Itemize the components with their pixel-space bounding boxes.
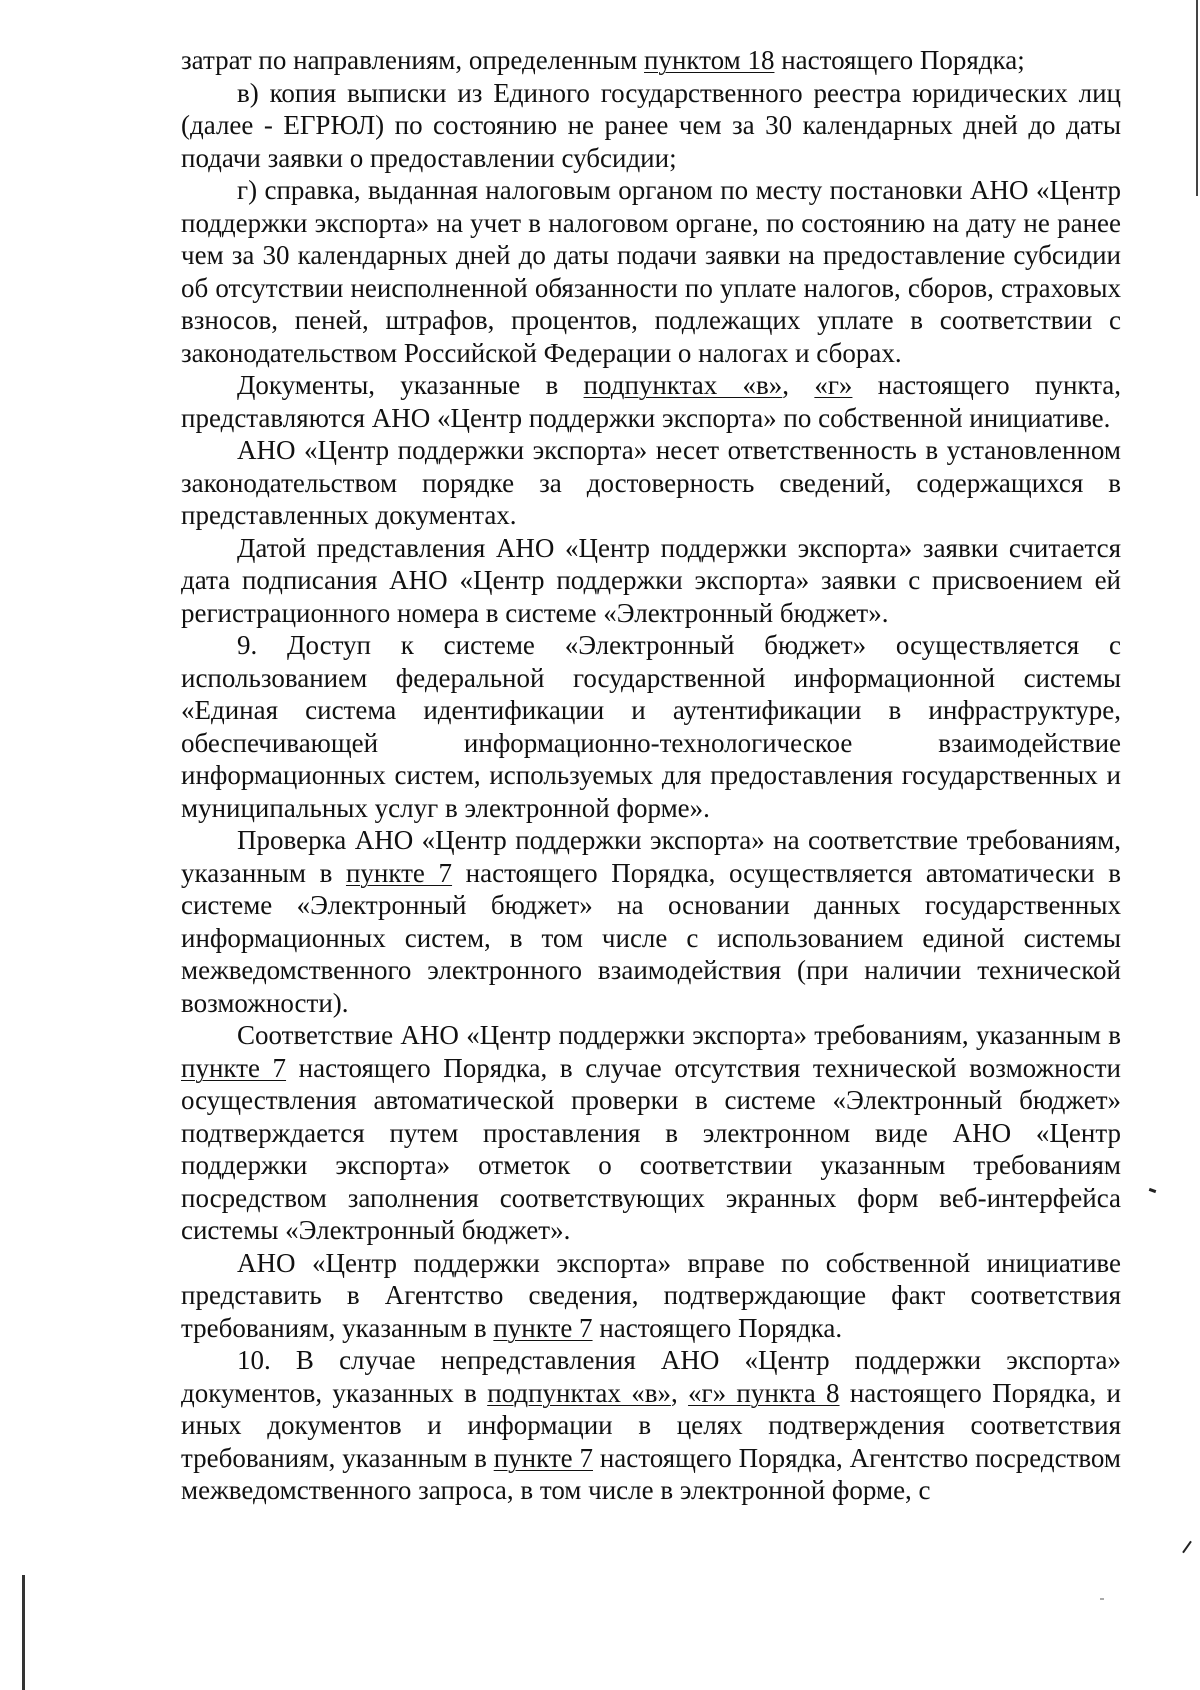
scan-speck xyxy=(1182,1541,1192,1554)
paragraph-text: настоящего Порядка, осуществляется автоматически в системе «Электронный бюджет» на основании данных государственных информационных систем, в том числе с использованием единой системы межведомственного электронного взаимодействия (при наличии технической возможности). xyxy=(181,857,1121,1018)
paragraph-text: Проверка АНО «Центр поддержки экспорта» на соответствие требованиям, указанным в xyxy=(181,825,1121,888)
paragraph-text: АНО «Центр поддержки экспорта» вправе по собственной инициативе представить в Агентство сведения, подтверждающие факт соответствия требованиям, указанным в xyxy=(181,1247,1121,1343)
paragraph xyxy=(181,532,1121,630)
paragraph xyxy=(181,434,1121,532)
paragraph-text: Датой представления АНО «Центр поддержки экспорта» заявки считается дата подписания АНО «Центр поддержки экспорта» заявки с присвоением ей регистрационного номера в системе «Электронный бюджет». xyxy=(181,532,1121,628)
paragraph-text: г) справка, выданная налоговым органом по месту постановки АНО «Центр поддержки экспорта» на учет в налоговом органе, по состоянию на дату не ранее чем за 30 календарных дней до даты подачи заявки на предоставление субсидии об отсутствии неисполненной обязанности по уплате налогов, сборов, страховых взносов, пеней, штрафов, процентов, подлежащих уплате в соответствии с законодательством Российской Федерации о налогах и сборах. xyxy=(181,175,1121,368)
paragraph-text: настоящего Порядка, Агентство посредством межведомственного запроса, в том числе в электронной форме, с xyxy=(181,1442,1121,1505)
paragraph xyxy=(181,77,1121,175)
scan-edge-right xyxy=(1196,0,1198,196)
paragraph-text: 9. Доступ к системе «Электронный бюджет» осуществляется с использованием федеральной государственной информационной системы «Единая система идентификации и аутентификации в инфраструктуре, обеспечивающей информационно-технологическое взаимодействие информационных систем, используемых для предоставления государственных и муниципальных услуг в электронной форме». xyxy=(181,630,1121,823)
paragraph xyxy=(181,174,1121,369)
cross-reference-link[interactable]: пункте 7 xyxy=(493,1312,593,1343)
paragraph xyxy=(181,1019,1121,1247)
paragraph-text: Документы, указанные в xyxy=(237,370,584,400)
scan-speck xyxy=(1100,1598,1104,1600)
document-body xyxy=(181,44,1121,1507)
scan-edge-left xyxy=(22,1575,25,1690)
cross-reference-link[interactable]: подпунктах «в» xyxy=(487,1377,671,1408)
paragraph xyxy=(181,369,1121,434)
paragraph xyxy=(181,1344,1121,1507)
paragraph-text: настоящего Порядка, и иных документов и информации в целях подтверждения соответствия требованиям, указанным в xyxy=(181,1377,1121,1473)
paragraph-text: 10. В случае непредставления АНО «Центр поддержки экспорта» документов, указанных в xyxy=(181,1345,1121,1408)
paragraph xyxy=(181,629,1121,824)
paragraph xyxy=(181,824,1121,1019)
scan-speck xyxy=(1149,1188,1157,1193)
paragraph-text: настоящего пункта, представляются АНО «Центр поддержки экспорта» по собственной инициативе. xyxy=(181,370,1122,433)
cross-reference-link[interactable]: пунктом 18 xyxy=(644,45,775,75)
cross-reference-link[interactable]: «г» xyxy=(814,370,853,400)
paragraph xyxy=(181,44,1121,77)
paragraph-text: АНО «Центр поддержки экспорта» несет ответственность в установленном законодательством порядке за достоверность сведений, содержащихся в представленных документах. xyxy=(181,435,1121,530)
paragraph-text: затрат по направлениям, определенным xyxy=(181,45,645,75)
paragraph-text: настоящего Порядка, в случае отсутствия технической возможности осуществления автоматической проверки в системе «Электронный бюджет» подтверждается путем проставления в электронном виде АНО «Центр поддержки экспорта» отметок о соответствии указанным требованиям посредством заполнения соответствующих экранных форм веб-интерфейса системы «Электронный бюджет». xyxy=(181,1052,1121,1245)
cross-reference-link[interactable]: пункте 7 xyxy=(181,1052,287,1083)
cross-reference-link[interactable]: пункте 7 xyxy=(493,1442,593,1473)
cross-reference-link[interactable]: подпунктах «в» xyxy=(583,370,783,400)
paragraph-text: в) копия выписки из Единого государственного реестра юридических лиц (далее - ЕГРЮЛ) по состоянию не ранее чем за 30 календарных дней до даты подачи заявки о предоставлении субсидии; xyxy=(181,77,1121,173)
paragraph-text: Соответствие АНО «Центр поддержки экспорта» требованиям, указанным в xyxy=(237,1020,1121,1050)
cross-reference-link[interactable]: «г» пункта 8 xyxy=(688,1377,840,1408)
cross-reference-link[interactable]: пункте 7 xyxy=(345,857,453,888)
paragraph-text: настоящего Порядка; xyxy=(774,45,1025,75)
paragraph-text: , xyxy=(782,370,815,400)
paragraph xyxy=(181,1247,1121,1345)
paragraph-text: , xyxy=(670,1377,689,1408)
paragraph-text: настоящего Порядка. xyxy=(592,1312,843,1343)
